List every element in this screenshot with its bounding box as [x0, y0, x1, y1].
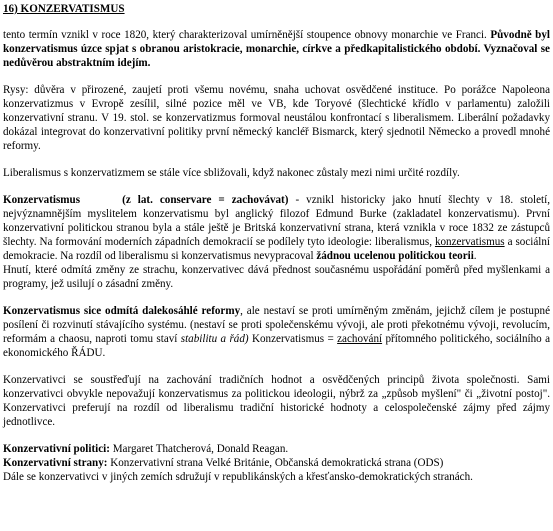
document-title: 16) KONZERVATISMUS [3, 3, 125, 15]
definition-text-1: - vznikl historicky jako hnutí šlechty v 18. století, nejvýznamnějším myslitelem konzervatismu byl anglický filozof Edmund Burke (zakladatel konzervatismu). První konzervativní politickou stranou byla a stále ještě je Britská konzervativní strana, která vznikla v roce 1832 ze zástupců šlechty. Na formování moderních západních demokracií se podílely tyto ideologie: liberalismus, [3, 194, 550, 248]
intro-paragraph [3, 28, 550, 70]
rysy-paragraph: Rysy: důvěra v přirozené, zaujetí proti všemu novému, snaha uchovat osvědčené instituce. Po porážce Napoleona konzervatizmus v Evropě zesílil, silné pozice měl ve VB, kde Toryové (šlechtické křídlo v parlamentu) založili konzervativní stranu. V 19. stol. se konzervatizmus formoval neustálou konfrontací s liberalismem. Liberální požadavky dokázal integrovat do konzervativní politiky první německý kancléř Bismarck, který sjednotil Německo a provedl mnohé reformy. [3, 84, 550, 152]
definition-term: Konzervatismus [3, 194, 81, 206]
reformy-text-2: Konzervatismus = [248, 333, 338, 345]
definition-bold-end: žádnou ucelenou politickou teorii [316, 250, 474, 262]
definition-latin: (z lat. conservare = zachovávat) [122, 194, 289, 206]
intro-bold-text: Původně byl konzervatismus úzce spjat s obranou aristokracie, monarchie, církve a předkapitalistického období. Vyznačoval se nedůvěrou abstraktním idejím. [3, 29, 550, 69]
reformy-bold: Konzervatismus sice odmítá dalekosáhlé reformy [3, 305, 241, 317]
definition-text-2: a sociální demokracie. Na rozdíl od liberalismu si konzervatismus nevypracoval [3, 236, 550, 262]
strany-value: Konzervativní strana Velké Británie, Občanská demokratická strana (ODS) [107, 457, 444, 469]
definition-paragraph [3, 193, 550, 263]
politici-line [3, 442, 550, 456]
strany-label: Konzervativní strany: [3, 457, 108, 469]
definition-text-3: . [473, 250, 477, 262]
liberalismus-paragraph: Liberalismus s konzervatizmem se stále více sbližovali, když nakonec zůstaly mezi nimi určité rozdíly. [3, 167, 460, 179]
strany-more: Dále se konzervativci v jiných zemích sdružují v republikánských a křesťansko-demokratických stranách. [3, 471, 473, 483]
reformy-paragraph [3, 304, 550, 360]
strany-line [3, 456, 550, 470]
politici-value: Margaret Thatcherová, Donald Reagan. [109, 443, 289, 455]
reformy-text-1: , ale nestaví se proti umírněným změnám, jejichž cílem je postupné posílení či rozvinutí stávajícího systému. (nestaví se proti společenskému vývoji, ale proti překotnému vývoji, revolucím, reformám a chaosu, naproti tomu staví [3, 305, 550, 345]
hodnoty-paragraph: Konzervativci se soustřeďují na zachování tradičních hodnot a osvědčených principů života společnosti. Sami konzervativci obvykle nepovažují konzervatismus za politickou ideologii, nýbrž za „způsob myšlení" či „životní postoj". Konzervativci preferují na rozdíl od liberalismu tradiční historické hodnoty a celospolečenské zájmy před zájmy jednotlivce. [3, 374, 550, 428]
hnuti-paragraph: Hnutí, které odmítá změny ze strachu, konzervativec dává přednost současnému uspořádání poměrů před myšlenkami a programy, jež usilují o zásadní změny. [3, 264, 550, 290]
definition-underlined-term: konzervatismus [434, 236, 505, 248]
politici-label: Konzervativní politici: [3, 443, 110, 455]
intro-text: tento termín vznikl v roce 1820, který charakterizoval umírněnější stoupence obnovy monarchie ve Franci. [3, 29, 487, 41]
reformy-text-3: přítomného politického, sociálního a ekonomického ŘÁDU. [3, 333, 551, 359]
reformy-underlined: zachování [337, 333, 383, 345]
reformy-italic: stabilitu a řád) [180, 333, 249, 345]
